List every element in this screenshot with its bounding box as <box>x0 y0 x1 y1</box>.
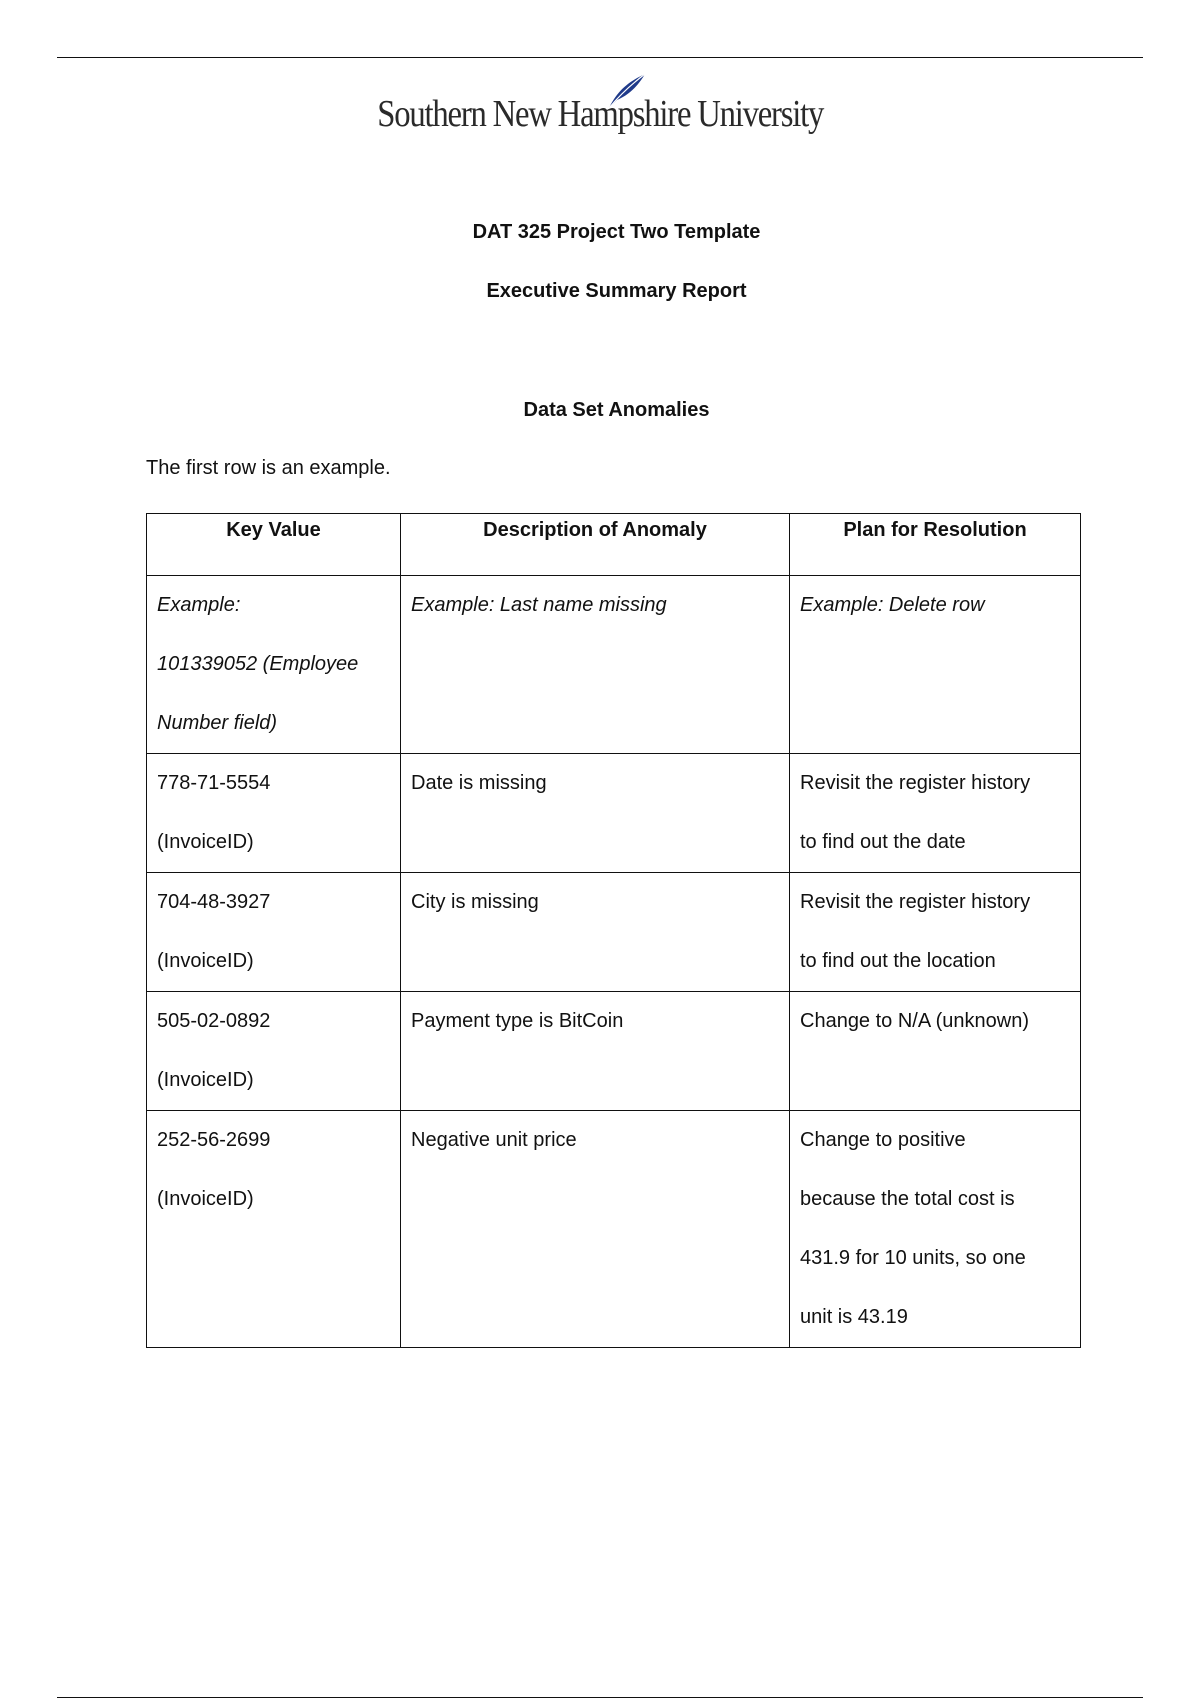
cell-text-line: (InvoiceID) <box>157 1069 254 1091</box>
column-header-key-value: Key Value <box>147 514 401 576</box>
cell-text-line: Change to positive <box>800 1129 966 1151</box>
cell-text-line: to find out the date <box>800 831 966 853</box>
table-row <box>147 873 1081 992</box>
description-cell <box>401 992 790 1111</box>
logo-wordmark: Southern New Hampshire University <box>377 93 823 135</box>
cell-text-line: Change to N/A (unknown) <box>800 1010 1030 1032</box>
section-heading: Data Set Anomalies <box>523 399 710 421</box>
key-value-cell <box>147 1111 401 1348</box>
description-cell <box>401 873 790 992</box>
cell-text-line: unit is 43.19 <box>800 1306 908 1328</box>
description-cell <box>401 576 790 754</box>
cell-text-line: to find out the location <box>800 950 996 972</box>
intro-text: The first row is an example. <box>146 457 391 479</box>
key-value-cell <box>147 992 401 1111</box>
cell-text-line: (InvoiceID) <box>157 831 254 853</box>
cell-text-line: (InvoiceID) <box>157 1188 254 1210</box>
cell-text-line: Revisit the register history <box>800 772 1031 794</box>
top-rule <box>57 57 1143 58</box>
cell-text-line: 778-71-5554 <box>157 772 271 794</box>
cell-text-line: (InvoiceID) <box>157 950 254 972</box>
cell-text-line: Example: Delete row <box>800 594 985 616</box>
bottom-rule <box>57 1697 1143 1698</box>
plan-cell <box>790 1111 1081 1348</box>
cell-text-line: because the total cost is <box>800 1188 1015 1210</box>
table-header-row <box>147 514 1081 576</box>
plan-cell <box>790 576 1081 754</box>
cell-text-line: Revisit the register history <box>800 891 1031 913</box>
plan-cell <box>790 873 1081 992</box>
column-header-description: Description of Anomaly <box>401 514 790 576</box>
document-title: DAT 325 Project Two Template <box>472 221 761 243</box>
cell-text-line: Example: Last name missing <box>411 594 667 616</box>
cell-text-line: 101339052 (Employee <box>157 653 359 675</box>
cell-text-line: 431.9 for 10 units, so one <box>800 1247 1026 1269</box>
cell-text-line: 252-56-2699 <box>157 1129 271 1151</box>
column-header-plan: Plan for Resolution <box>790 514 1081 576</box>
description-cell <box>401 1111 790 1348</box>
table-row <box>147 754 1081 873</box>
cell-text-line: Payment type is BitCoin <box>411 1010 624 1032</box>
cell-text-line: Example: <box>157 594 241 616</box>
plan-cell <box>790 992 1081 1111</box>
table-row <box>147 1111 1081 1348</box>
key-value-cell <box>147 873 401 992</box>
document-subtitle: Executive Summary Report <box>486 280 747 302</box>
cell-text-line: Date is missing <box>411 772 547 794</box>
key-value-cell <box>147 576 401 754</box>
cell-text-line: 505-02-0892 <box>157 1010 271 1032</box>
cell-text-line: Number field) <box>157 712 278 734</box>
example-row <box>147 576 1081 754</box>
key-value-cell <box>147 754 401 873</box>
plan-cell <box>790 754 1081 873</box>
cell-text-line: 704-48-3927 <box>157 891 271 913</box>
anomalies-table <box>146 513 1081 1348</box>
cell-text-line: City is missing <box>411 891 539 913</box>
table-row <box>147 992 1081 1111</box>
cell-text-line: Negative unit price <box>411 1129 577 1151</box>
university-logo <box>0 68 1200 148</box>
description-cell <box>401 754 790 873</box>
